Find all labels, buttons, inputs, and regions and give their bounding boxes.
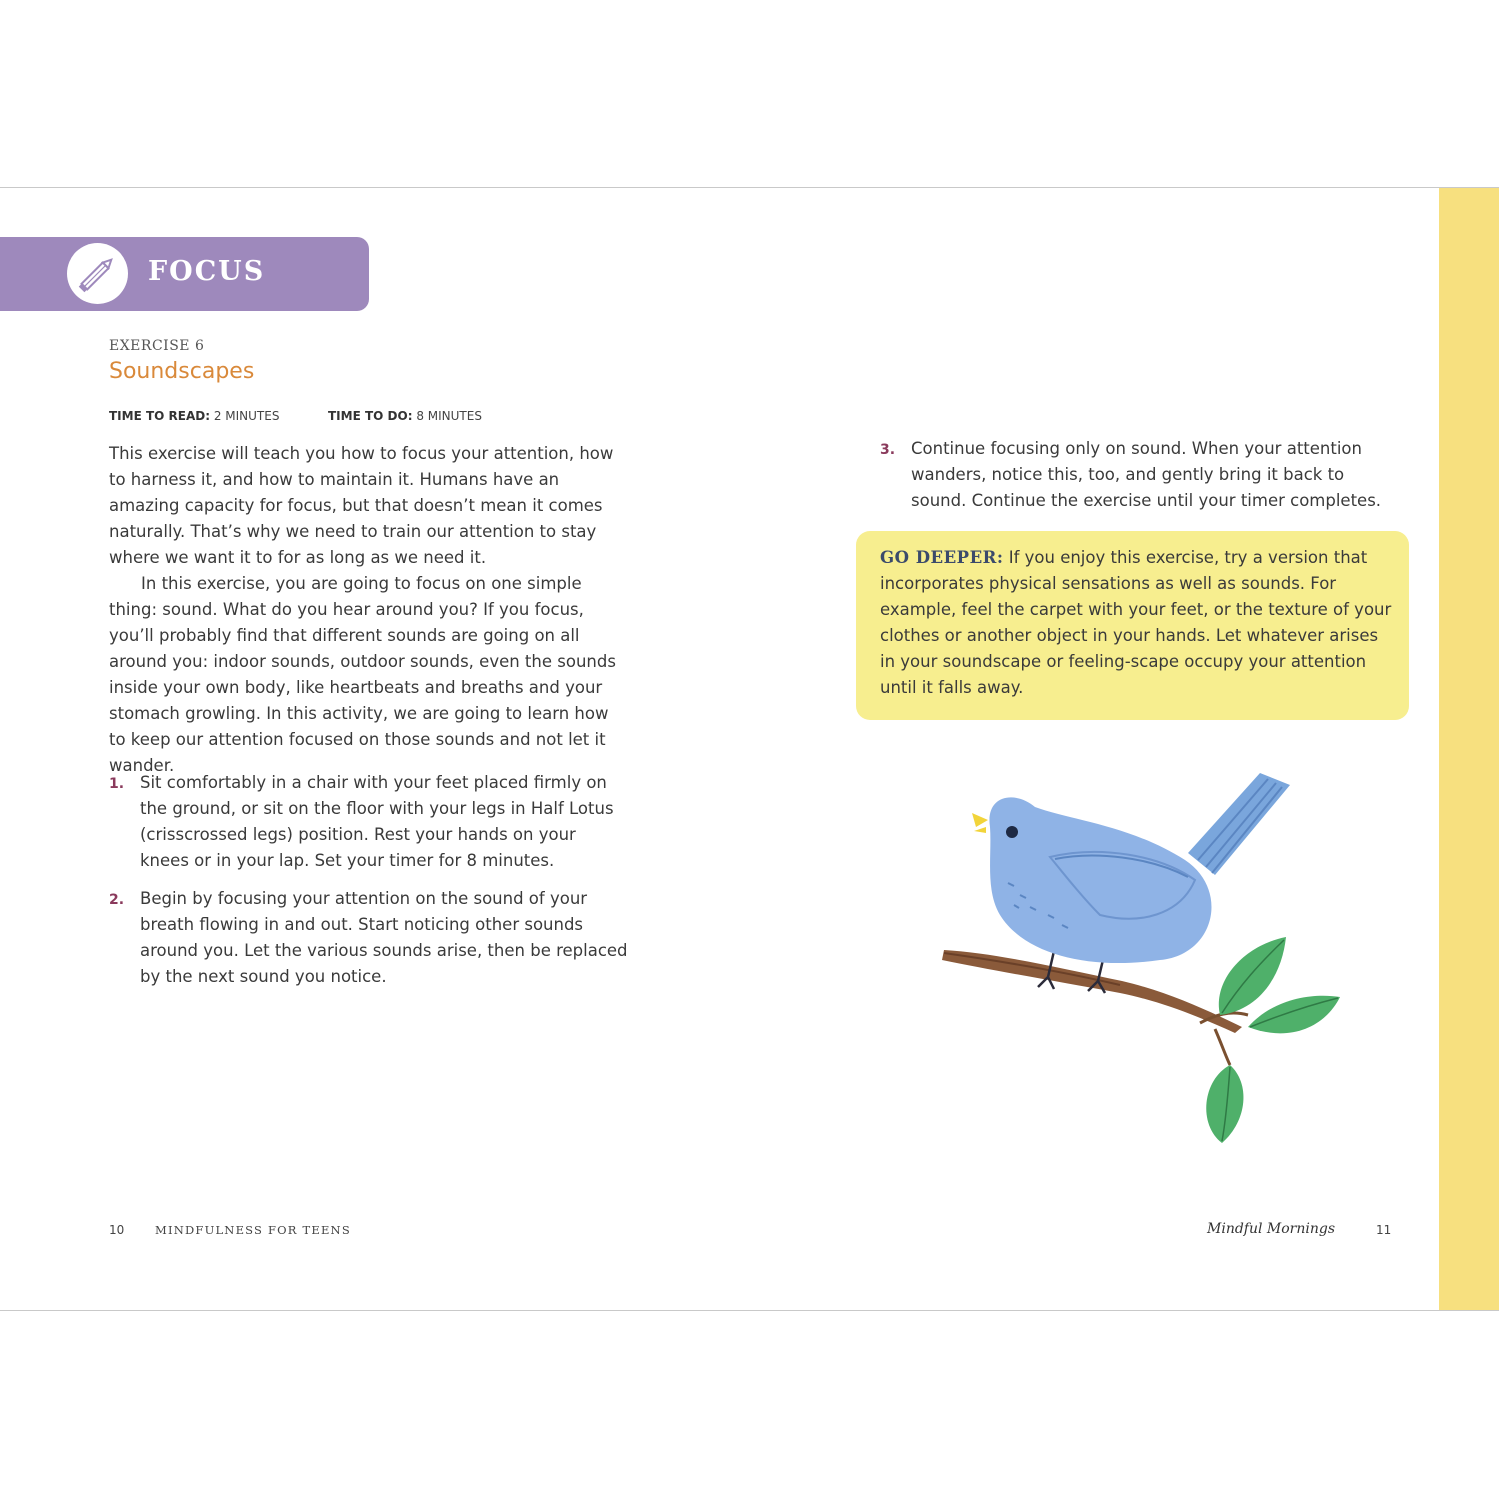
step-number: 2. bbox=[109, 892, 125, 908]
page-number-right: 11 bbox=[1376, 1223, 1392, 1237]
step-text: Begin by focusing your attention on the sound of your breath flowing in and out. Start noticing other sounds around you. Let the various sounds arise, then be replaced by the next sound you notice. bbox=[140, 889, 628, 986]
time-to-read-label: TIME TO READ: bbox=[109, 409, 211, 423]
go-deeper-label: GO DEEPER: bbox=[880, 548, 1004, 567]
page-edge-stripe bbox=[1439, 188, 1499, 1310]
step-number: 1. bbox=[109, 776, 125, 792]
step-text: Sit comfortably in a chair with your feet placed firmly on the ground, or sit on the floor with your legs in Half Lotus (crisscrossed legs) position. Rest your hands on your knees or in your lap. Set your timer for 8 minutes. bbox=[140, 773, 614, 870]
time-to-read bbox=[109, 409, 279, 423]
list-item bbox=[109, 886, 629, 990]
step-text: Continue focusing only on sound. When your attention wanders, notice this, too, and gently bring it back to sound. Continue the exercise until your timer completes. bbox=[911, 439, 1382, 510]
list-item bbox=[109, 770, 629, 874]
go-deeper-body: If you enjoy this exercise, try a version that incorporates physical sensations as well as sounds. For example, feel the carpet with your feet, or the texture of your clothes or another object in your hands. Let whatever arises in your soundscape or feeling-scape occupy your attention until it falls away. bbox=[880, 548, 1392, 697]
step-list bbox=[880, 436, 1400, 514]
page-number-left: 10 bbox=[109, 1223, 125, 1237]
time-to-do bbox=[328, 409, 482, 423]
running-title-right: Mindful Mornings bbox=[1207, 1221, 1336, 1237]
time-to-do-value: 8 MINUTES bbox=[412, 409, 482, 423]
time-to-read-value: 2 MINUTES bbox=[210, 409, 280, 423]
time-to-do-label: TIME TO DO: bbox=[328, 409, 413, 423]
step-number: 3. bbox=[880, 442, 896, 458]
go-deeper-callout bbox=[856, 531, 1409, 720]
intro-text bbox=[109, 441, 629, 779]
section-label: FOCUS bbox=[148, 256, 266, 287]
running-title-left: MINDFULNESS FOR TEENS bbox=[155, 1223, 351, 1237]
go-deeper-text bbox=[880, 545, 1395, 701]
pencil-icon bbox=[67, 243, 128, 304]
paragraph: In this exercise, you are going to focus on one simple thing: sound. What do you hear around you? If you focus, you’ll probably find that different sounds are going on all around you: indoor sounds, outdoor sounds, even the sounds inside your own body, like heartbeats and breaths and your stomach growling. In this activity, we are going to learn how to keep our attention focused on those sounds and not let it wander. bbox=[109, 574, 616, 775]
list-item bbox=[880, 436, 1400, 514]
bluebird-on-branch-illustration bbox=[930, 765, 1350, 1159]
paragraph: This exercise will teach you how to focus your attention, how to harness it, and how to maintain it. Humans have an amazing capacity for focus, but that doesn’t mean it comes naturally. That’s why we need to train our attention to stay where we want it to for as long as we need it. bbox=[109, 444, 614, 567]
exercise-title: Soundscapes bbox=[109, 359, 255, 384]
exercise-number: EXERCISE 6 bbox=[109, 338, 205, 354]
step-list bbox=[109, 770, 629, 874]
step-list bbox=[109, 886, 629, 990]
